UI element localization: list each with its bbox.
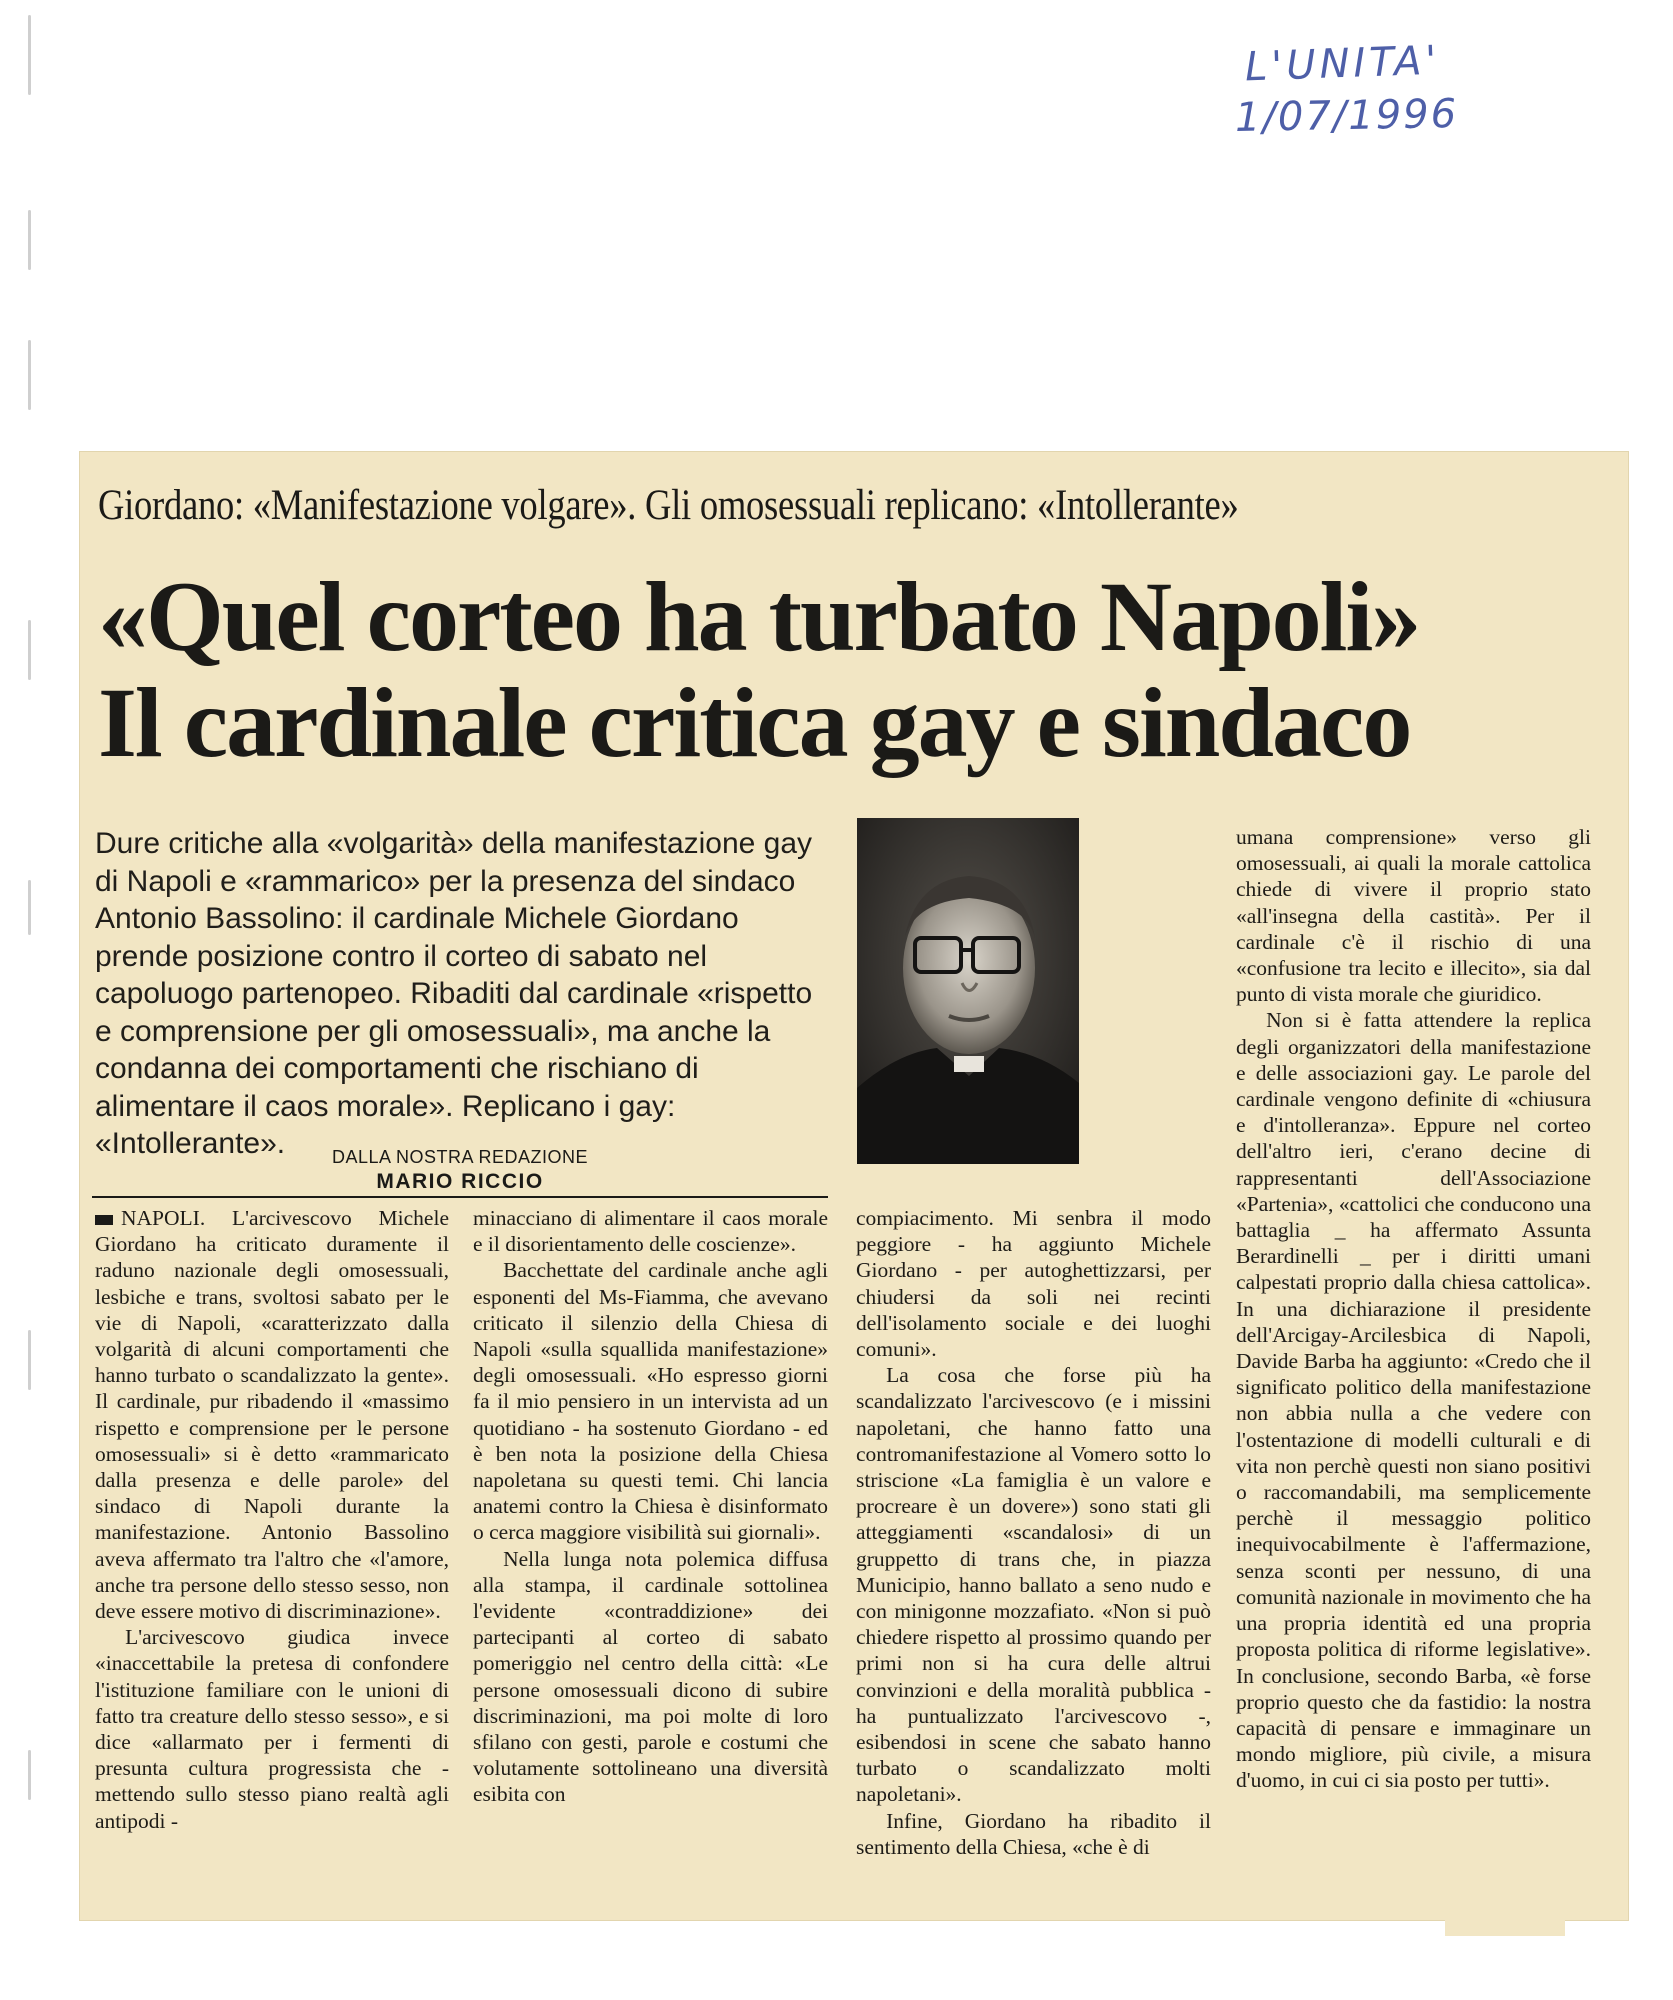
paragraph: Non si è fatta attendere la replica degli organizzatori della manifestazione e delle associazioni gay. Le parole del cardinale vengono definite di «chiusura e d'intolleranza». Eppure nel corteo dell'altro ieri, c'erano decine di rappresentanti dell'Associazione «Partenia», «cattolici che conducono una battaglia _ ha affermato Assunta Berardinelli _ per i diritti umani calpestati proprio dalla chiesa cattolica». In una dichiarazione il presidente dell'Arcigay-Arcilesbica di Napoli, Davide Barba ha aggiunto: «Credo che il significato politico della manifestazione non abbia nulla a che vedere con l'ostentazione di modelli culturali e di vita non perchè questi non siano positivi o raccomandabili, ma semplicemente perchè il messaggio politico inequivocabilmente è l'affermazione, senza sconti per nessuno, di una comunità nazionale in movimento che ha una propria identità ed una propria proposta politica di riforme legislative». In conclusione, secondo Barba, «è forse proprio questo che da fastidio: la nostra capacità di pensare e immaginare un mondo migliore, più civile, a misura d'uomo, in cui ci sia posto per tutti». (1236, 1008, 1591, 1793)
binder-mark (28, 880, 31, 935)
article-column-4 (1236, 824, 1591, 1794)
clipping-tail (1445, 1912, 1565, 1936)
binder-mark (28, 1750, 31, 1800)
binder-mark (28, 620, 31, 680)
article-summary: Dure critiche alla «volgarità» della manifestazione gay di Napoli e «rammarico» per la presenza del sindaco Antonio Bassolino: il cardinale Michele Giordano prende posizione contro il corteo di sabato nel capoluogo partenopeo. Ribaditi dal cardinale «rispetto e comprensione per gli omosessuali», ma anche la condanna dei comportamenti che rischiano di alimentare il caos morale». Replicano i gay: «Intollerante». (95, 827, 813, 1160)
cardinal-portrait-photo (857, 818, 1079, 1164)
headline-line-1: «Quel corteo ha turbato Napoli» (98, 561, 1420, 672)
paragraph: umana comprensione» verso gli omosessuali, ai quali la morale cattolica chiede di vivere il proprio stato «all'insegna della castità». Per il cardinale c'è il rischio di una «confusione tra lecito e illecito», sia dal punto di vista morale che giuridico. (1236, 825, 1591, 1007)
article-headline (98, 561, 1598, 778)
dateline: NAPOLI. (121, 1206, 206, 1230)
paragraph: Nella lunga nota polemica diffusa alla stampa, il cardinale sottolinea l'evidente «contraddizione» dei partecipanti al corteo di sabato pomeriggio nel centro della città: «Le persone omosessuali dicono di subire discriminazioni, ma poi molte di loro sfilano con gesti, parole e costumi che volutamente sottolineano una diversità esibita con (473, 1546, 828, 1807)
article-byline (92, 1144, 828, 1198)
article-column-1 (95, 1205, 449, 1834)
paragraph: Bacchettate del cardinale anche agli esponenti del Ms-Fiamma, che avevano criticato il silenzio della Chiesa di Napoli «sulla squallida manifestazione» degli omosessuali. «Ho espresso giorni fa il mio pensiero in un intervista ad un quotidiano - ha sostenuto Giordano - ed è ben nota la posizione della Chiesa napoletana su questi temi. Chi lancia anatemi contro la Chiesa è disinformato o cerca maggiore visibilità sui giornali». (473, 1258, 828, 1545)
binder-mark (28, 1330, 31, 1390)
article-column-2 (473, 1205, 828, 1808)
paragraph: L'arcivescovo giudica invece «inaccettabile la pretesa di confondere l'istituzione familiare con le unioni di fatto tra creature dello stesso sesso», e si dice «allarmato per i fermenti di presunta cultura progressista che - mettendo sullo stesso piano realtà agli antipodi - (95, 1625, 449, 1833)
article-column-3 (856, 1205, 1211, 1860)
byline-redazione: DALLA NOSTRA REDAZIONE (331, 1147, 589, 1167)
paragraph-text: L'arcivescovo Michele Giordano ha criticato duramente il raduno nazionale degli omosessuali, lesbiche e trans, svoltosi sabato per le vie di Napoli, «caratterizzato dalla volgarità di alcuni comportamenti che hanno turbato o scandalizzato la gente». Il cardinale, pur ribadendo il «massimo rispetto e comprensione per le persone omosessuali» si è detto «rammaricato dalla presenza e delle parole» del sindaco di Napoli durante la manifestazione. Antonio Bassolino aveva affermato tra l'altro che «l'amore, anche tra persone dello stesso sesso, non deve essere motivo di discriminazione». (95, 1206, 449, 1624)
binder-mark (28, 15, 31, 95)
paragraph: compiacimento. Mi senbra il modo peggiore - ha aggiunto Michele Giordano - per autoghettizzarsi, per chiudersi da soli nei recinti dell'isolamento sociale e dei luoghi comuni». (856, 1206, 1211, 1362)
paragraph: Infine, Giordano ha ribadito il sentimento della Chiesa, «che è di (856, 1808, 1211, 1859)
binder-mark (28, 210, 31, 270)
paragraph: minacciano di alimentare il caos morale e il disorientamento delle coscienze». (473, 1206, 828, 1257)
byline-author: MARIO RICCIO (376, 1170, 544, 1193)
paragraph (95, 1205, 449, 1624)
handwritten-newspaper: L'UNITA' (1244, 37, 1442, 91)
binder-mark (28, 340, 31, 410)
article-kicker: Giordano: «Manifestazione volgare». Gli omosessuali replicano: «Intollerante» (98, 482, 1239, 529)
dateline-marker (95, 1215, 113, 1225)
headline-line-2: Il cardinale critica gay e sindaco (98, 667, 1411, 778)
paragraph: La cosa che forse più ha scandalizzato l'arcivescovo (e i missini napoletani, che hanno fatto una contromanifestazione al Vomero sotto lo striscione «La famiglia è un valore e procreare è un dovere») sono stati gli atteggiamenti «scandalosi» di un gruppetto di trans che, in piazza Municipio, hanno ballato a seno nudo e con minigonne mozzafiato. «Non si può chiedere rispetto al prossimo quando per primi non si ha cura delle altrui convinzioni e della moralità pubblica - ha puntualizzato l'arcivescovo -, esibendosi in scene che sabato hanno turbato o scandalizzato molti napoletani». (856, 1363, 1211, 1807)
portrait-illustration (857, 818, 1079, 1164)
handwritten-date: 1/07/1996 (1234, 91, 1459, 141)
handwritten-source-note (1235, 35, 1575, 145)
